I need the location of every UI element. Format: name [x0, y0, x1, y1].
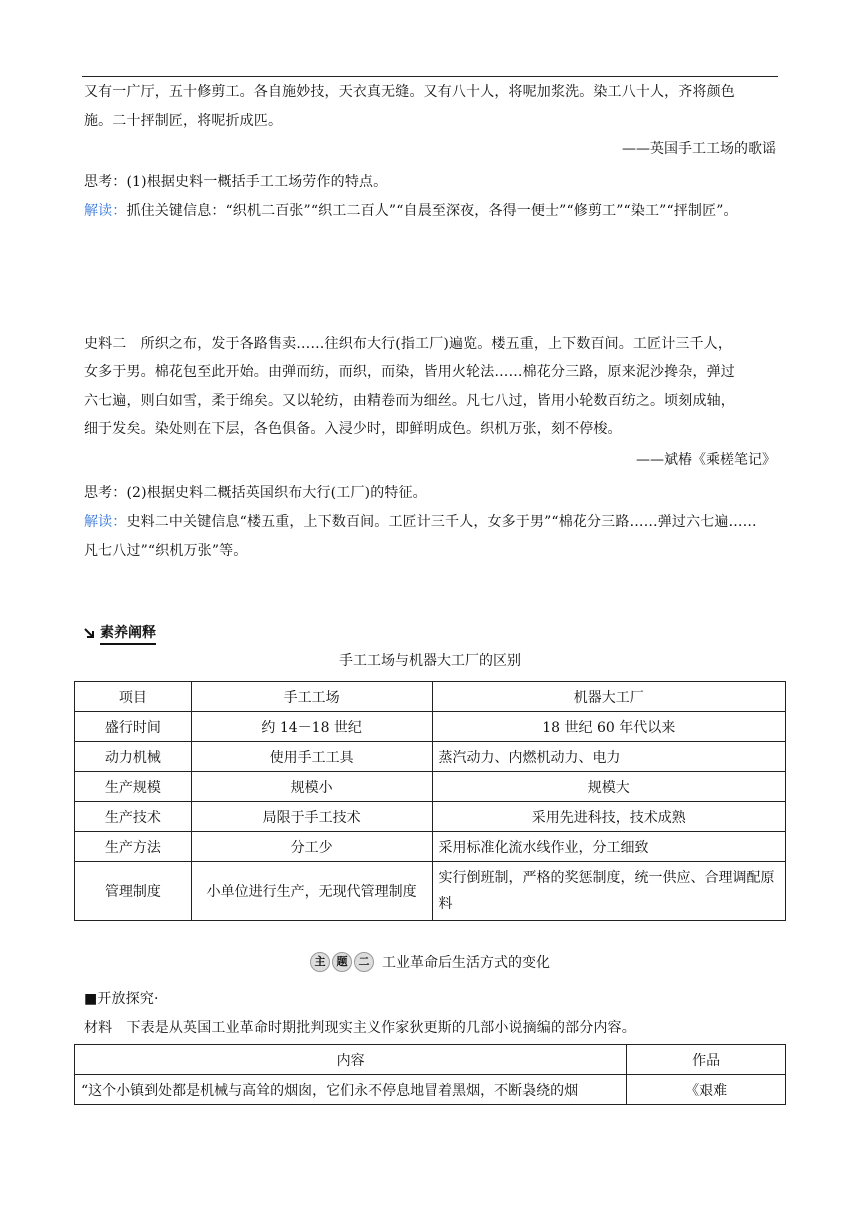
table-cell: 18 世纪 60 年代以来 [432, 712, 786, 742]
source1-analysis [84, 197, 784, 225]
table-cell: 生产方法 [75, 832, 192, 862]
source2-line4: 细于发矣。染处则在下层，各色俱备。入浸少时，即鲜明成色。织机万张，刻不停梭。 [84, 421, 622, 437]
table-row [75, 742, 786, 772]
table-cell: 约 14－18 世纪 [191, 712, 432, 742]
seal-char: 主 [310, 952, 330, 972]
table-row [75, 802, 786, 832]
table-cell: 实行倒班制，严格的奖惩制度，统一供应、合理调配原料 [432, 862, 786, 921]
source1-question: 思考：(1)根据史料一概括手工工场劳作的特点。 [84, 174, 388, 190]
analysis-label: 解读： [84, 203, 127, 219]
arrow-down-right-icon [84, 628, 96, 640]
analysis-text: 抓住关键信息：“织机二百张”“织工二百人”“自晨至深夜，各得一便士”“修剪工”“染工”“抨制匠”。 [126, 203, 738, 219]
analysis-text: 史料二中关键信息“楼五重，上下数百间。工匠计三千人，女多于男”“棉花分三路……弹过六七遍…… [126, 514, 757, 530]
table-cell: 管理制度 [75, 862, 192, 921]
open-inquiry: ■开放探究· [84, 991, 159, 1007]
table-row [75, 1075, 786, 1105]
table-cell: 分工少 [191, 832, 432, 862]
header-cell: 机器大工厂 [432, 682, 786, 712]
table-cell: 生产技术 [75, 802, 192, 832]
section-tag [84, 622, 156, 645]
table-cell: 小单位进行生产，无现代管理制度 [191, 862, 432, 921]
table-cell: 动力机械 [75, 742, 192, 772]
dickens-table [74, 1044, 786, 1105]
table-cell: 《艰难 [627, 1075, 786, 1105]
table-row [75, 712, 786, 742]
table-cell: 规模小 [191, 772, 432, 802]
top-rule [82, 76, 778, 77]
source2-line1: 史料二 所织之布，发于各路售卖……往织布大行(指工厂)遍览。楼五重，上下数百间。工匠计三千人， [84, 336, 732, 352]
source2-analysis-line1 [84, 508, 784, 536]
table-row [75, 772, 786, 802]
topic-heading [0, 952, 860, 972]
table-cell: 采用先进科技，技术成熟 [432, 802, 786, 832]
table-header-row [75, 682, 786, 712]
section-tag-label: 素养阐释 [100, 622, 156, 645]
comparison-table [74, 681, 786, 921]
table-cell: 采用标准化流水线作业，分工细致 [432, 832, 786, 862]
table-row [75, 832, 786, 862]
table-cell: 生产规模 [75, 772, 192, 802]
source2-attribution: ——斌椿《乘槎笔记》 [636, 452, 776, 468]
header-cell: 作品 [627, 1045, 786, 1075]
table1-title: 手工工场与机器大工厂的区别 [339, 653, 521, 669]
seal-char: 二 [354, 952, 374, 972]
table-row [75, 862, 786, 921]
table-cell: 使用手工工具 [191, 742, 432, 772]
source2-question: 思考：(2)根据史料二概括英国织布大行(工厂)的特征。 [84, 485, 427, 501]
source2-line3: 六七遍，则白如雪，柔于绵矣。又以轮纺，由精卷而为细丝。凡七八过，皆用小轮数百纺之。顷刻成轴， [84, 393, 735, 409]
analysis-label: 解读： [84, 514, 127, 530]
table-cell: 蒸汽动力、内燃机动力、电力 [432, 742, 786, 772]
seal-char: 题 [332, 952, 352, 972]
table-cell: “这个小镇到处都是机械与高耸的烟囱，它们永不停息地冒着黑烟，不断袅绕的烟 [75, 1075, 627, 1105]
table-header-row [75, 1045, 786, 1075]
header-cell: 内容 [75, 1045, 627, 1075]
source2-analysis-line2: 凡七八过”“织机万张”等。 [84, 543, 248, 559]
topic-seal [310, 952, 374, 972]
header-cell: 项目 [75, 682, 192, 712]
header-cell: 手工工场 [191, 682, 432, 712]
table-cell: 规模大 [432, 772, 786, 802]
source1-line1: 又有一广厅，五十修剪工。各自施妙技，天衣真无缝。又有八十人，将呢加浆洗。染工八十人，齐将颜色 [84, 84, 735, 100]
source1-attribution: ——英国手工工场的歌谣 [622, 141, 776, 157]
source1-line2: 施。二十抨制匠，将呢折成匹。 [84, 113, 283, 129]
topic-title: 工业革命后生活方式的变化 [382, 955, 550, 971]
source2-line2: 女多于男。棉花包至此开始。由弹而纺，而织，而染，皆用火轮法……棉花分三路，原来泥沙搀杂，弹过 [84, 364, 735, 380]
material-intro: 材料 下表是从英国工业革命时期批判现实主义作家狄更斯的几部小说摘编的部分内容。 [84, 1020, 636, 1036]
table-cell: 盛行时间 [75, 712, 192, 742]
table-cell: 局限于手工技术 [191, 802, 432, 832]
